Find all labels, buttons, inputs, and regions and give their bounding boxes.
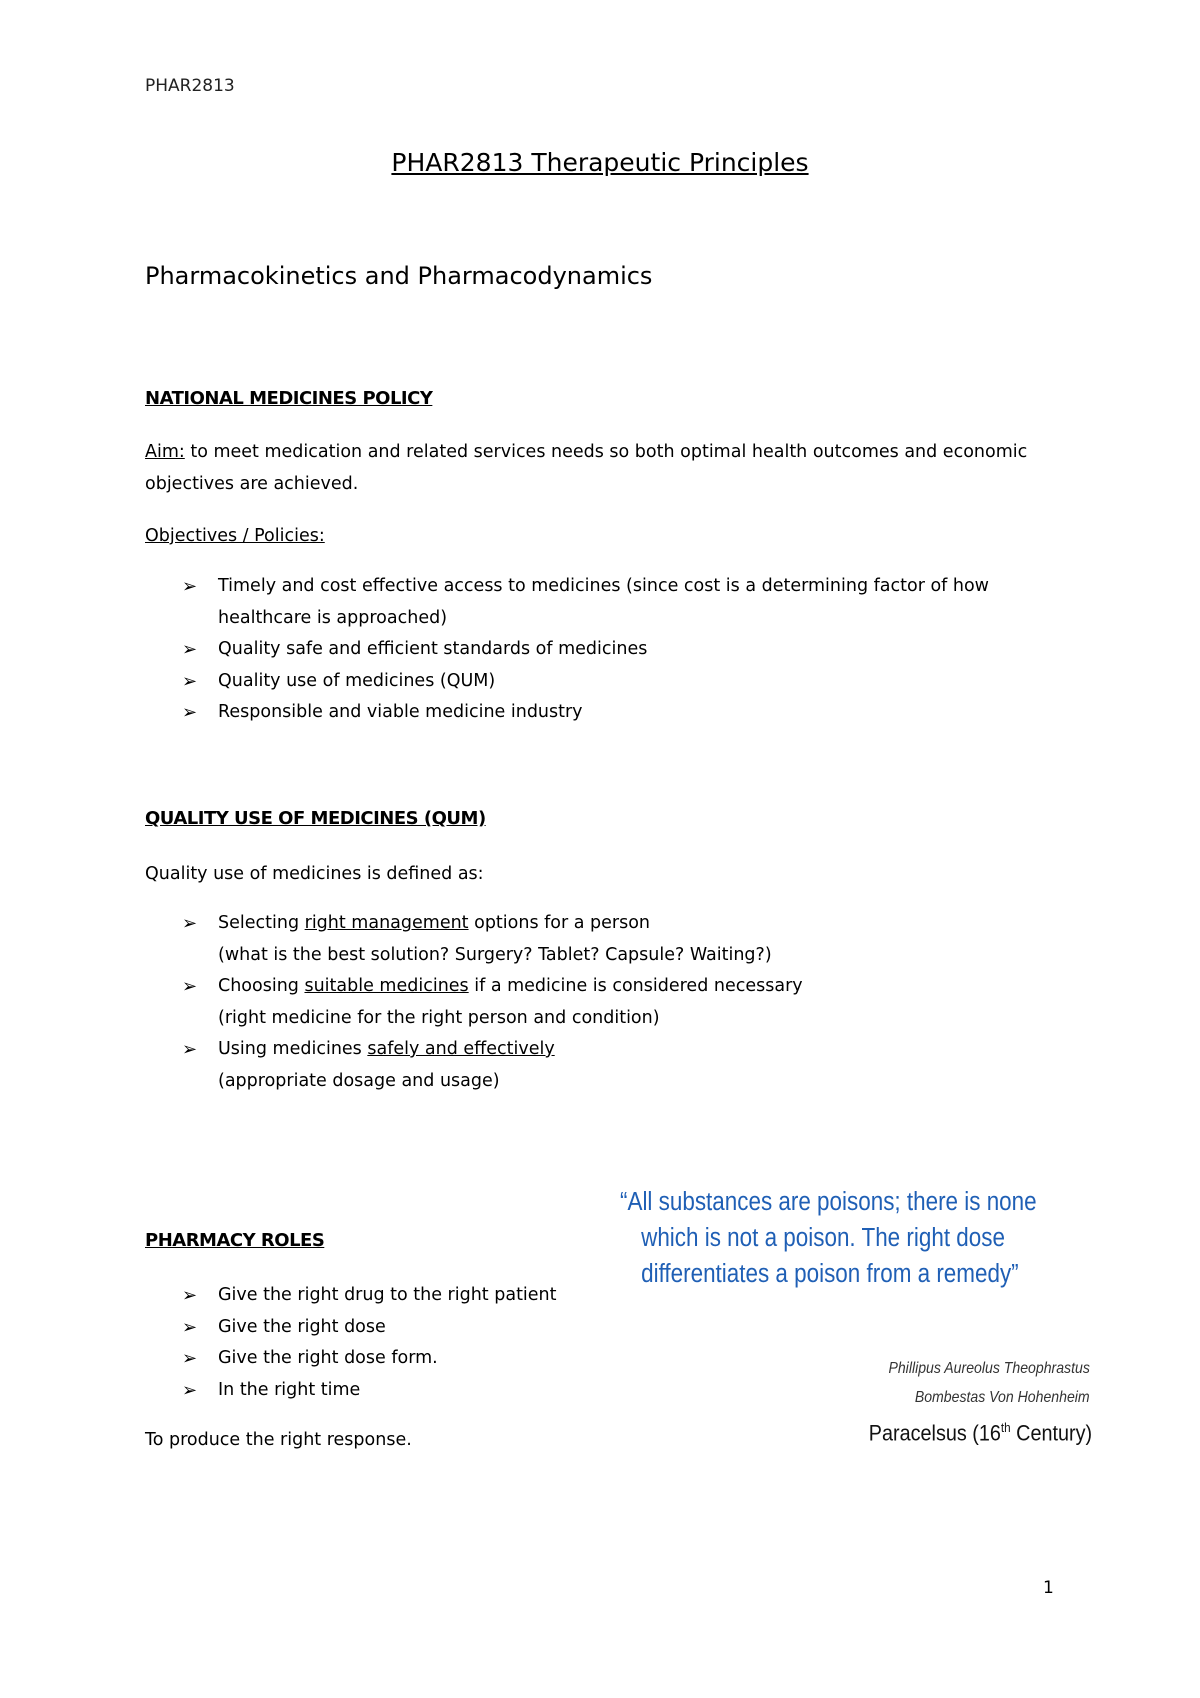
list-item: ➢ Give the right dose form. bbox=[145, 1343, 605, 1375]
quote-author-line-2: Bombestas Von Hohenheim bbox=[915, 1389, 1090, 1406]
qum-intro: Quality use of medicines is defined as: bbox=[145, 864, 484, 884]
roles-list bbox=[145, 1280, 605, 1406]
nmp-objectives-label-wrap bbox=[145, 520, 1065, 552]
paracelsus-quote bbox=[620, 1184, 1037, 1292]
document-subtitle: Pharmacokinetics and Pharmacodynamics bbox=[145, 262, 653, 290]
list-item: ➢ In the right time bbox=[145, 1375, 605, 1407]
arrow-bullet-icon: ➢ bbox=[182, 1316, 198, 1338]
list-item: ➢ Responsible and viable medicine industry bbox=[145, 697, 1025, 729]
arrow-bullet-icon: ➢ bbox=[182, 1285, 198, 1306]
nmp-aim-label: Aim: bbox=[145, 442, 185, 462]
roles-heading: PHARMACY ROLES bbox=[145, 1230, 325, 1251]
arrow-bullet-icon: ➢ bbox=[182, 1348, 198, 1369]
list-item: ➢ Selecting right management options for a person (what is the best solution? Surgery? Tablet? Capsule? Waiting?) bbox=[145, 908, 1045, 971]
nmp-objectives-list bbox=[145, 571, 1025, 729]
nmp-aim-text: to meet medication and related services needs so both optimal health outcomes and economic objectives are achieved. bbox=[145, 442, 1028, 494]
list-item: ➢ Timely and cost effective access to medicines (since cost is a determining factor of how healthcare is approached) bbox=[145, 571, 1025, 634]
arrow-bullet-icon: ➢ bbox=[182, 976, 198, 997]
list-item: ➢ Choosing suitable medicines if a medicine is considered necessary (right medicine for the right person and condition) bbox=[145, 971, 1045, 1034]
document-title: PHAR2813 Therapeutic Principles bbox=[391, 148, 809, 177]
list-item: ➢ Using medicines safely and effectively (appropriate dosage and usage) bbox=[145, 1034, 1045, 1097]
arrow-bullet-icon: ➢ bbox=[182, 639, 198, 660]
nmp-heading: NATIONAL MEDICINES POLICY bbox=[145, 388, 433, 409]
arrow-bullet-icon: ➢ bbox=[182, 1379, 198, 1401]
quote-line: which is not a poison. The right dose bbox=[641, 1224, 1005, 1252]
nmp-aim-paragraph bbox=[145, 436, 1065, 500]
arrow-bullet-icon: ➢ bbox=[182, 576, 198, 597]
page-number: 1 bbox=[1043, 1578, 1054, 1598]
roles-conclusion: To produce the right response. bbox=[145, 1430, 412, 1450]
arrow-bullet-icon: ➢ bbox=[182, 702, 198, 723]
page-header: PHAR2813 bbox=[145, 76, 235, 96]
quote-author-line-1: Phillipus Aureolus Theophrastus bbox=[888, 1360, 1090, 1377]
qum-heading: QUALITY USE OF MEDICINES (QUM) bbox=[145, 808, 486, 829]
qum-list bbox=[145, 908, 1045, 1097]
quote-line: differentiates a poison from a remedy” bbox=[641, 1260, 1019, 1288]
nmp-objectives-label: Objectives / Policies: bbox=[145, 526, 325, 546]
arrow-bullet-icon: ➢ bbox=[182, 670, 198, 692]
list-item: ➢ Quality safe and efficient standards of medicines bbox=[145, 634, 1025, 666]
quote-line: “All substances are poisons; there is none bbox=[620, 1188, 1037, 1216]
list-item: ➢ Give the right dose bbox=[145, 1312, 605, 1344]
list-item: ➢ Quality use of medicines (QUM) bbox=[145, 666, 1025, 698]
list-item: ➢ Give the right drug to the right patient bbox=[145, 1280, 605, 1312]
arrow-bullet-icon: ➢ bbox=[182, 913, 198, 934]
quote-author-name: Paracelsus (16th Century) bbox=[868, 1420, 1092, 1446]
arrow-bullet-icon: ➢ bbox=[182, 1039, 198, 1060]
